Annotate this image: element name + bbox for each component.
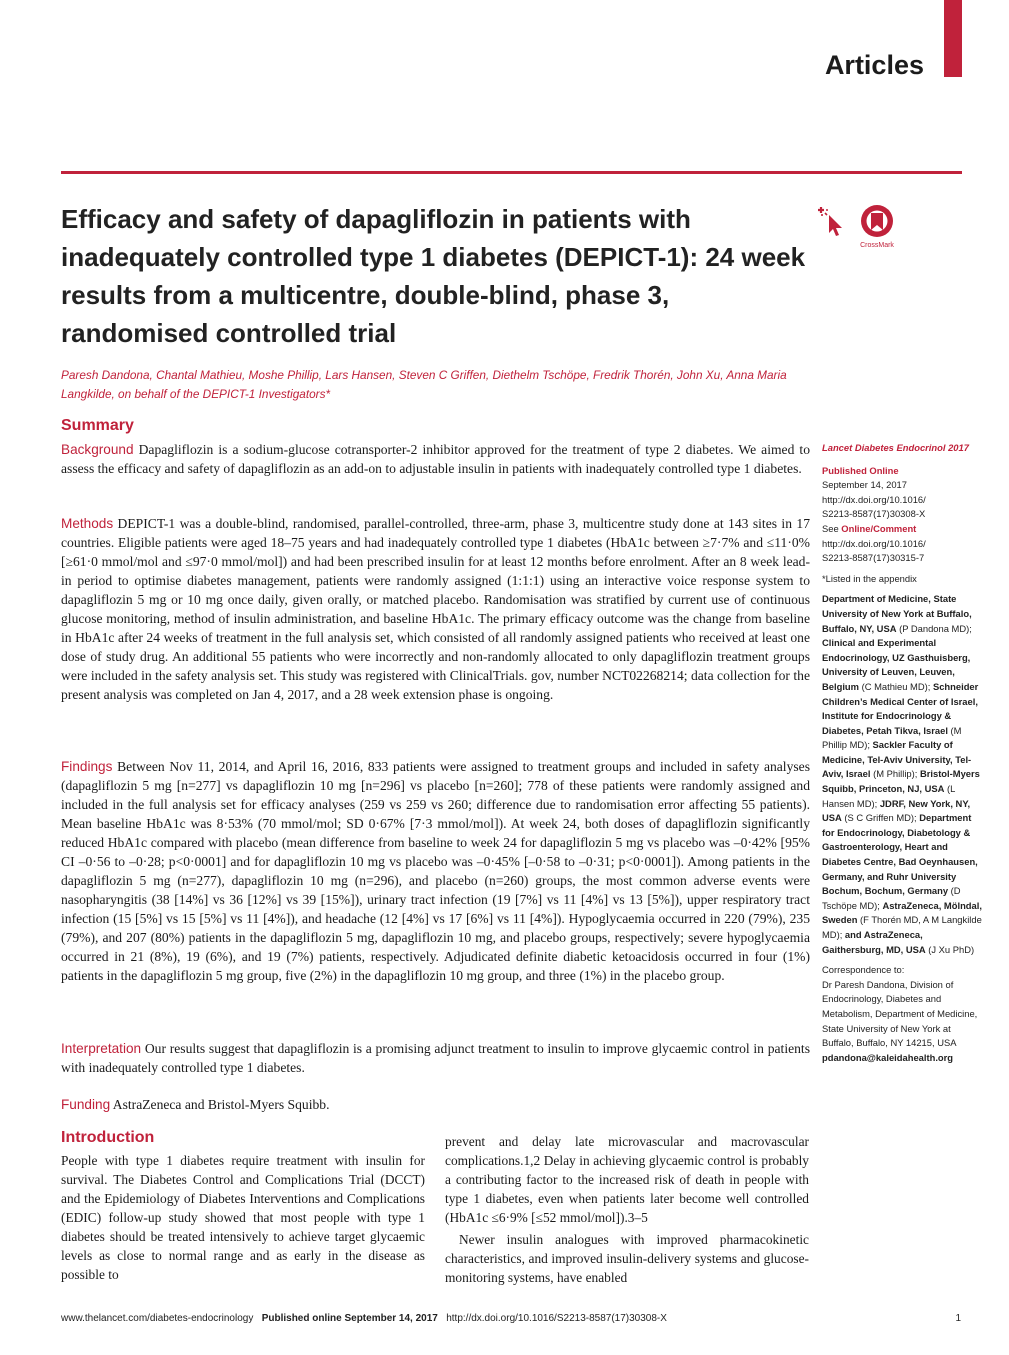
interpretation-label: Interpretation (61, 1041, 142, 1056)
article-sidebar (822, 441, 982, 1065)
page-footer (61, 1313, 961, 1324)
affiliation-authors: (D Tschöpe MD); (822, 885, 961, 911)
methods-paragraph (61, 514, 810, 704)
affiliation-authors: (L Hansen MD); (822, 783, 955, 809)
interpretation-text: Our results suggest that dapagliflozin is a promising adjunct treatment to insulin to improve glycaemic control in patients with inadequately controlled type 1 diabetes. (61, 1041, 810, 1075)
introduction-heading: Introduction (61, 1129, 155, 1146)
funding-label: Funding (61, 1097, 111, 1112)
affiliation-authors: (M Phillip MD); (822, 724, 962, 751)
comment-doi-line2[interactable]: S2213-8587(17)30315-7 (822, 552, 925, 564)
published-online-label: Published Online (822, 464, 899, 476)
affiliation-authors: (P Dandona MD); (896, 622, 972, 634)
crossmark-icon (859, 203, 895, 239)
introduction-paragraph-1: prevent and delay late microvascular and macrovascular complications.1,2 Delay in achieving glycaemic control is probably a contributing factor to the increased risk of death in people with type 1 diabetes, even when patients later become well controlled (HbA1c ≤6·9% [≤52 mmol/mol]).3–5 (445, 1134, 809, 1225)
funding-paragraph (61, 1095, 810, 1114)
affiliation-name: and AstraZeneca, Gaithersburg, MD, USA (822, 929, 926, 955)
correspondence-label: Correspondence to: (822, 964, 905, 976)
funding-text: AstraZeneca and Bristol-Myers Squibb. (112, 1097, 330, 1112)
methods-label: Methods (61, 516, 114, 531)
introduction-column-1: People with type 1 diabetes require treatment with insulin for survival. The Diabetes Control and Complications Trial (DCCT) and the Epidemiology of Diabetes Interventions and Complications (EDIC) follow-up study showed that most people with type 1 diabetes should be treated intensively to achieve target glycaemic levels as close to normal range and as early in the disease as possible to (61, 1153, 425, 1282)
see-prefix: See (822, 522, 839, 534)
section-label: Articles (824, 50, 924, 80)
crossmark-label: CrossMark (860, 242, 894, 249)
introduction-column-2 (445, 1132, 809, 1287)
journal-citation: Lancet Diabetes Endocrinol 2017 (822, 442, 969, 453)
correspondence-address: Dr Paresh Dandona, Division of Endocrinology, Diabetes and Metabolism, Department of Medicine, State University of New York at Buffalo, Buffalo, NY 14215, USA (822, 978, 978, 1049)
affiliation-name: Department of Medicine, State University of New York at Buffalo, Buffalo, NY, USA (822, 593, 972, 634)
doi-link-line1[interactable]: http://dx.doi.org/10.1016/ (822, 493, 926, 505)
findings-paragraph (61, 757, 810, 985)
comment-doi-line1[interactable]: http://dx.doi.org/10.1016/ (822, 537, 926, 549)
affiliations (822, 592, 982, 957)
introduction-paragraph-2: Newer insulin analogues with improved pharmacokinetic characteristics, and improved insulin-delivery systems and glucose-monitoring systems, have enabled (445, 1232, 809, 1285)
affiliation-authors: (J Xu PhD) (925, 943, 975, 955)
footer-site-link[interactable]: www.thelancet.com/diabetes-endocrinology (61, 1313, 254, 1324)
crossmark-logo[interactable] (857, 203, 897, 253)
crossmark-cursor-icon[interactable] (817, 205, 849, 237)
interpretation-paragraph (61, 1039, 810, 1077)
affiliation-name: Bristol-Myers Squibb, Princeton, NJ, USA (822, 768, 980, 795)
footer-doi-link[interactable]: http://dx.doi.org/10.1016/S2213-8587(17)30308-X (446, 1313, 667, 1324)
published-date: September 14, 2017 (822, 479, 907, 491)
affiliation-authors: (F Thorén MD, A M Langkilde MD); (822, 914, 982, 940)
header-rule (61, 171, 962, 174)
doi-link-line2[interactable]: S2213-8587(17)30308-X (822, 508, 926, 520)
affiliation-name: Sackler Faculty of Medicine, Tel-Aviv University, Tel-Aviv, Israel (822, 739, 972, 780)
background-paragraph (61, 440, 810, 478)
affiliation-name: Schneider Children’s Medical Center of Israel, Institute for Endocrinology & Diabetes, Petah Tikva, Israel (822, 680, 979, 736)
affiliation-name: JDRF, New York, NY, USA (822, 797, 971, 824)
findings-text: Between Nov 11, 2014, and April 16, 2016, 833 patients were assigned to treatment groups and included in safety analyses (dapagliflozin 5 mg [n=277] vs dapagliflozin 10 mg [n=296] vs placebo [n=260]; 778 of these patients were randomly assigned and included in the full analysis set for efficacy analyses (259 vs 259 vs 260; difference due to randomisation error affecting 55 patients). Mean baseline HbA1c was 8·53% (70 mmol/mol; SD 0·67% [7·3 mmol/mol]). At week 24, both doses of dapagliflozin significantly reduced HbA1c compared with placebo (mean difference from baseline to week 24 for dapagliflozin 5 mg vs placebo was –0·42% [95% CI –0·56 to –0·28; p<0·0001] and for dapagliflozin 10 mg vs placebo was –0·45% [–0·58 to –0·31; p<0·0001]). Among patients in the dapagliflozin 5 mg (n=277), dapagliflozin 10 mg (n=296), and placebo (n=260) groups, the most common adverse events were nasopharyngitis (38 [14%] vs 36 [12%] vs 39 [15%]), urinary tract infection (19 [7%] vs 11 [4%] vs 13 [5%]), upper respiratory tract infection (15 [5%] vs 15 [5%] vs 11 [4%]), and headache (12 [4%] vs 17 [6%] vs 11 [4%]). Hypoglycaemia occurred in 220 (79%), 235 (79%), and 207 (80%) patients in the dapagliflozin 5 mg, dapagliflozin 10 mg, and placebo groups, respectively; severe hypoglycaemia occurred in 21 (8%), 19 (6%), and 19 (7%) patients, respectively. Adjudicated definite diabetic ketoacidosis occurred in four (1%) patients in the dapagliflozin 5 mg group, five (2%) in the dapagliflozin 10 mg group, and three (1%) in the placebo group. (61, 759, 810, 983)
summary-heading: Summary (61, 417, 134, 434)
affiliation-authors: (C Mathieu MD); (858, 680, 933, 692)
affiliation-name: Clinical and Experimental Endocrinology, UZ Gasthuisberg, University of Leuven, Leuven, Belgium (822, 637, 971, 692)
findings-label: Findings (61, 759, 113, 774)
methods-text: DEPICT-1 was a double-blind, randomised, parallel-controlled, three-arm, phase 3, multicentre study done at 143 sites in 17 countries. Eligible patients were aged 18–75 years and had inadequately controlled type 1 diabetes (HbA1c between ≥7·7% and ≤11·0% [≥61·0 mmol/mol and ≤97·0 mmol/mol]) and had been prescribed insulin for at least 12 months before enrolment. After an 8 week lead-in period to optimise diabetes management, patients were randomly assigned (1:1:1) using an interactive voice response system to dapagliflozin 5 mg or 10 mg once daily, given orally, or matched placebo. Randomisation was stratified by current use of continuous glucose monitoring, method of insulin administration, and baseline HbA1c. The primary efficacy outcome was the change from baseline in HbA1c after 24 weeks of treatment in the full analysis set, which consisted of all randomly assigned patients who received at least one dose of study drug. An additional 55 patients who were incorrectly and non-randomly allocated to only dapagliflozin treatment groups were included in the safety analysis set. This study was registered with ClinicalTrials. gov, number NCT02268214; data collection for the present analysis was completed on Jan 4, 2017, and a 28 week extension phase is ongoing. (61, 516, 810, 702)
affiliation-name: AstraZeneca, Mölndal, Sweden (822, 899, 982, 926)
page-number: 1 (955, 1313, 961, 1324)
footer-published: Published online September 14, 2017 (261, 1313, 438, 1324)
author-list: Paresh Dandona, Chantal Mathieu, Moshe Phillip, Lars Hansen, Steven C Griffen, Diethelm Tschöpe, Fredrik Thorén, John Xu, Anna Maria Langkilde, on behalf of the DEPICT-1 Investigators* (61, 368, 787, 401)
accent-bar (944, 0, 962, 77)
affiliation-authors: (S C Griffen MD); (841, 812, 920, 824)
background-text: Dapagliflozin is a sodium-glucose cotransporter-2 inhibitor approved for the treatment of type 2 diabetes. We aimed to assess the efficacy and safety of dapagliflozin as an add-on to adjustable insulin in patients with inadequately controlled type 1 diabetes. (61, 442, 810, 476)
article-title: Efficacy and safety of dapagliflozin in patients with inadequately controlled type 1 diabetes (DEPICT-1): 24 week results from a multicentre, double-blind, phase 3, randomised controlled trial (61, 204, 806, 348)
background-label: Background (61, 442, 134, 457)
online-comment-link[interactable]: Online/Comment (841, 522, 917, 534)
affiliation-authors: (M Phillip); (870, 768, 920, 780)
affiliation-name: Department for Endocrinology, Diabetology & Gastroenterology, Heart and Diabetes Centre, Bad Oeynhausen, Germany, and Ruhr University Bochum, Bochum, Germany (822, 812, 978, 897)
correspondence-email[interactable]: pdandona@kaleidahealth.org (822, 1051, 954, 1063)
appendix-note: *Listed in the appendix (822, 572, 917, 584)
